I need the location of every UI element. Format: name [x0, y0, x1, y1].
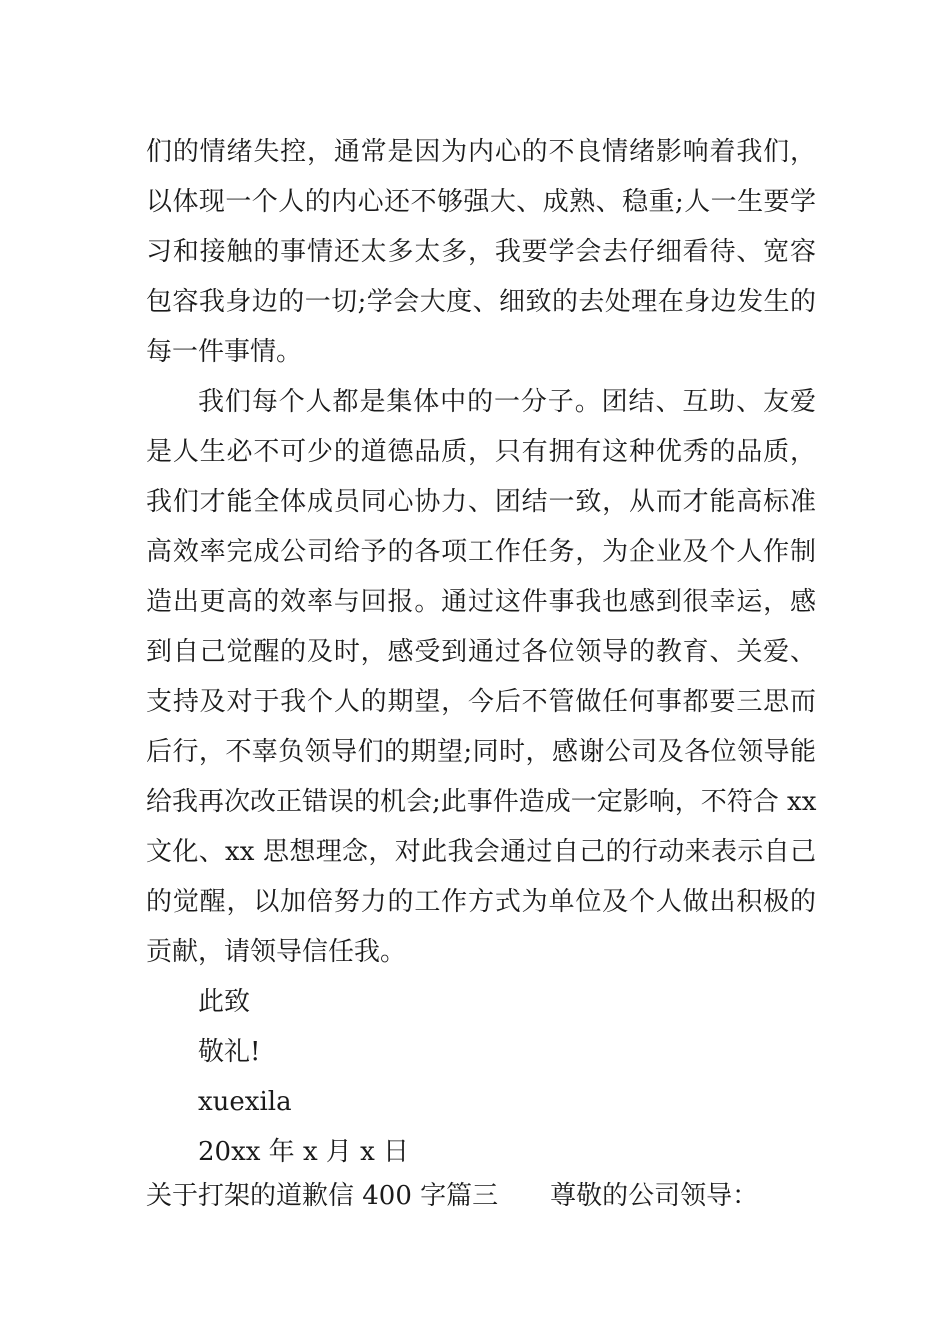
- text-line: 贡献，请领导信任我。: [146, 937, 407, 967]
- text-line: 我们才能全体成员同心协力、团结一致，从而才能高标准: [146, 487, 816, 517]
- signature: xuexila: [198, 1087, 292, 1117]
- text-line: 包容我身边的一切;学会大度、细致的去处理在身边发生的: [146, 287, 816, 317]
- next-section-heading: [146, 1171, 758, 1221]
- text-line: 每一件事情。: [146, 337, 303, 367]
- section-greeting: 尊敬的公司领导：: [550, 1181, 759, 1211]
- text-line: 的觉醒，以加倍努力的工作方式为单位及个人做出积极的: [146, 887, 816, 917]
- paragraph-1: [146, 127, 816, 377]
- section-title: 关于打架的道歉信 400 字篇三: [146, 1181, 499, 1211]
- text-line: 是人生必不可少的道德品质，只有拥有这种优秀的品质，: [146, 437, 816, 467]
- salutation-line-2: 敬礼!: [198, 1037, 261, 1067]
- date: 20xx 年 x 月 x 日: [198, 1137, 410, 1167]
- paragraph-2: [146, 377, 816, 977]
- letter-body: [146, 127, 816, 1177]
- text-line: 我们每个人都是集体中的一分子。团结、互助、友爱: [198, 387, 816, 417]
- text-line: 到自己觉醒的及时，感受到通过各位领导的教育、关爱、: [146, 637, 816, 667]
- closing-block: [146, 977, 816, 1177]
- text-line: 们的情绪失控，通常是因为内心的不良情绪影响着我们，: [146, 137, 816, 167]
- salutation-line-1: 此致: [198, 987, 251, 1017]
- text-line: 给我再次改正错误的机会;此事件造成一定影响，不符合 xx: [146, 787, 817, 817]
- text-line: 造出更高的效率与回报。通过这件事我也感到很幸运，感: [146, 587, 816, 617]
- text-line: 习和接触的事情还太多太多，我要学会去仔细看待、宽容: [146, 237, 816, 267]
- text-line: 后行，不辜负领导们的期望;同时，感谢公司及各位领导能: [146, 737, 816, 767]
- text-line: 高效率完成公司给予的各项工作任务，为企业及个人作制: [146, 537, 816, 567]
- text-line: 文化、xx 思想理念，对此我会通过自己的行动来表示自己: [146, 837, 816, 867]
- text-line: 支持及对于我个人的期望，今后不管做任何事都要三思而: [146, 687, 816, 717]
- text-line: 以体现一个人的内心还不够强大、成熟、稳重;人一生要学: [146, 187, 816, 217]
